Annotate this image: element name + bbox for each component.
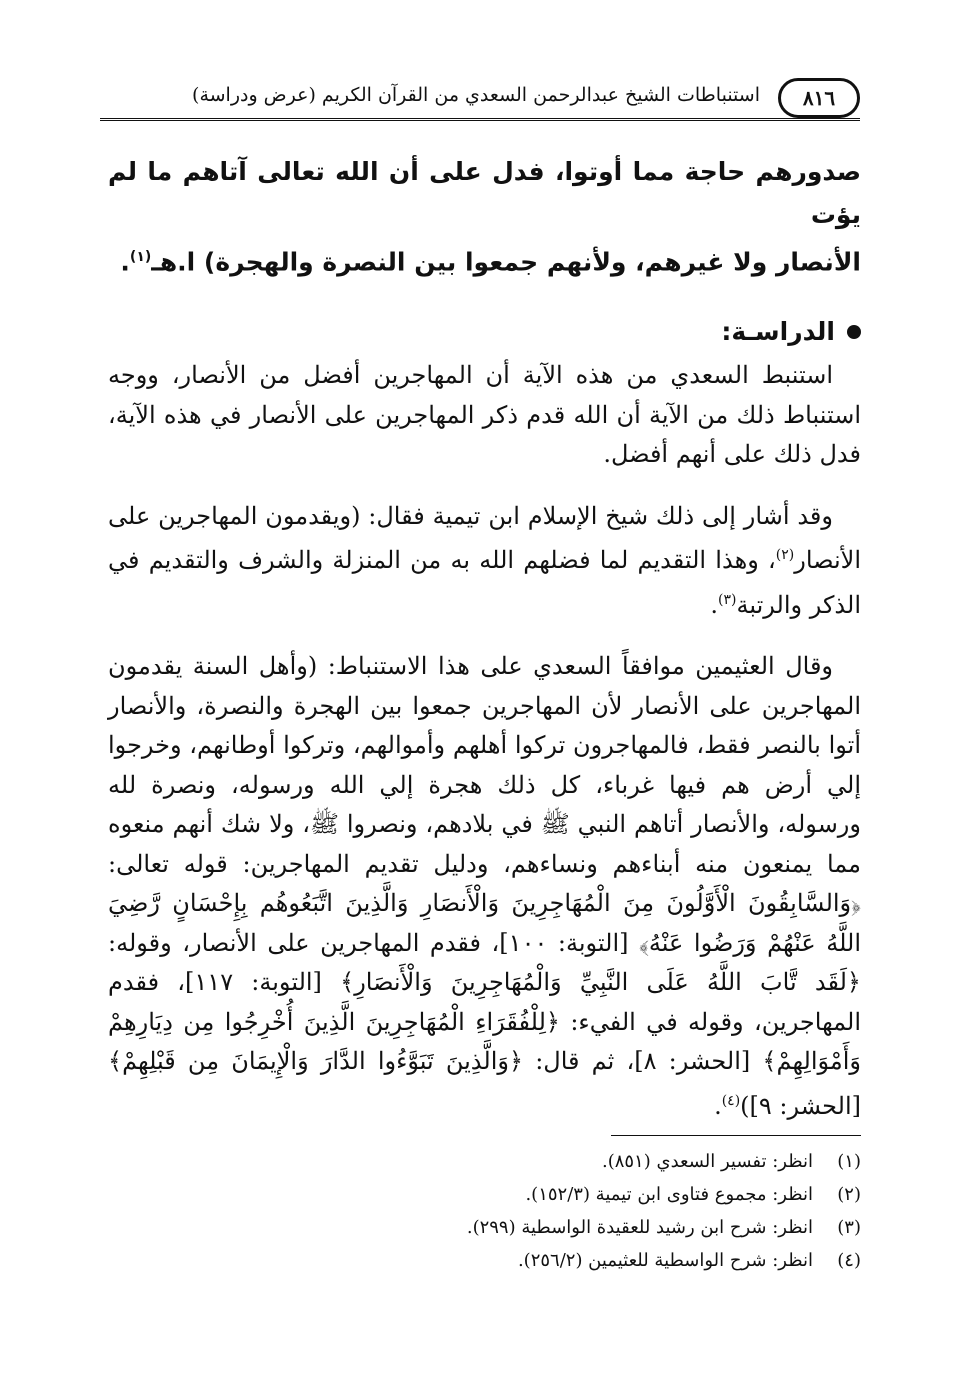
header-rule [100, 118, 860, 121]
footnote-number: (٢) [837, 1184, 861, 1205]
paragraph-1: استنبط السعدي من هذه الآية أن المهاجرين أفضل من الأنصار، ووجه استنباط ذلك من الآية أن الله قدم ذكر المهاجرين على الأنصار في هذه الآية، فدل ذلك على أنهم أفضل. [108, 361, 861, 469]
footnote-ref-4: (٤) [721, 1092, 741, 1109]
page-header [100, 72, 860, 124]
running-title: استنباطات الشيخ عبدالرحمن السعدي من القرآن الكريم (عرض ودراسة) [192, 84, 760, 106]
page-number: ٨١٦ [778, 78, 860, 118]
footnotes [108, 1145, 861, 1277]
footnote-2 [108, 1178, 861, 1211]
paragraph-gap [108, 475, 861, 497]
footnote-number: (٣) [837, 1217, 861, 1238]
bullet-icon [847, 325, 861, 339]
paragraph-2-part-3: . [710, 590, 719, 619]
footnote-number: (٤) [837, 1250, 861, 1271]
paragraph-3-part-1: وقال العثيمين موافقاً السعدي على هذا الاستنباط: (وأهل السنة يقدمون المهاجرين على الأنصار لأن المهاجرين جمعوا بين الهجرة والنصرة، والأنصار أتوا بالنصر فقط، فالمهاجرون تركوا أهلهم وأموالهم، وتركوا أوطانهم، وخرجوا إلي أرض هم فيها غرباء، كل ذلك هجرة إلي الله ورسوله، ونصرة لله ورسوله، والأنصار أتاهم النبي ﷺ في بلادهم، ونصروا ﷺ، ولا شك أنهم منعوه مما يمنعون منه أبناءهم ونساءهم، ودليل تقديم المهاجرين: قوله تعالى: ﴿وَالسَّابِقُونَ الْأَوَّلُونَ مِنَ الْمُهَاجِرِينَ وَالْأَنصَارِ وَالَّذِينَ اتَّبَعُوهُم بِإِحْسَانٍ رَّضِيَ اللَّهُ عَنْهُمْ وَرَضُوا عَنْهُ﴾ [التوبة: ١٠٠]، فقدم المهاجرين على الأنصار، وقوله: ﴿لَقَد تَّابَ اللَّهُ عَلَى النَّبِيِّ وَالْمُهَاجِرِينَ وَالْأَنصَارِ﴾ [التوبة: ١١٧]، فقدم المهاجرين، وقوله في الفيء: ﴿لِلْفُقَرَاءِ الْمُهَاجِرِينَ الَّذِينَ أُخْرِجُوا مِن دِيَارِهِمْ وَأَمْوَالِهِمْ﴾ [الحشر: ٨]، ثم قال: ﴿وَالَّذِينَ تَبَوَّءُوا الدَّارَ وَالْإِيمَانَ مِن قَبْلِهِمْ﴾ [الحشر: ٩]) [108, 652, 862, 1120]
footnote-1 [108, 1145, 861, 1178]
footnote-text: انظر: مجموع فتاوى ابن تيمية (١٥٢/٣). [525, 1184, 813, 1205]
footnote-3 [108, 1211, 861, 1244]
intro-quote [108, 150, 861, 283]
paragraph-3-part-2: . [714, 1091, 722, 1120]
footnote-rule [611, 1135, 861, 1136]
intro-line-2-text: الأنصار ولا غيرهم، ولأنهم جمعوا بين النصرة والهجرة) ا.هـ [151, 247, 861, 277]
footnote-ref-3: (٣) [718, 591, 737, 608]
paragraph-2-part-2: ، وهذا التقديم لما فضلهم الله به من المنزلة والشرف والتقديم في الذكر والرتبة [108, 546, 861, 619]
footnote-ref-1: (١) [129, 249, 152, 265]
intro-line-2 [108, 236, 861, 283]
footnote-ref-2: (٢) [775, 547, 795, 564]
paragraph-2 [108, 497, 861, 626]
section-heading-text: الدراسـة: [721, 317, 835, 347]
footnote-text: انظر: تفسير السعدي (٨٥١). [601, 1151, 813, 1172]
footnote-4 [108, 1244, 861, 1277]
paragraph-3 [108, 647, 861, 1126]
intro-line-2-end: . [120, 247, 130, 277]
body-text [108, 356, 861, 1126]
footnote-text: انظر: شرح الواسطية للعثيمين (٢٥٦/٢). [517, 1250, 813, 1271]
main-content [108, 150, 861, 1126]
section-heading [108, 317, 861, 346]
footnote-number: (١) [837, 1151, 861, 1172]
footnote-text: انظر: شرح ابن رشيد للعقيدة الواسطية (٢٩٩). [466, 1217, 813, 1238]
intro-line-1: صدورهم حاجة مما أوتوا، فدل على أن الله تعالى آتاهم ما لم يؤت [108, 157, 861, 229]
paragraph-2-part-1: وقد أشار إلى ذلك شيخ الإسلام ابن تيمية فقال: (ويقدمون المهاجرين على الأنصار [108, 501, 861, 575]
paragraph-gap [108, 625, 861, 647]
